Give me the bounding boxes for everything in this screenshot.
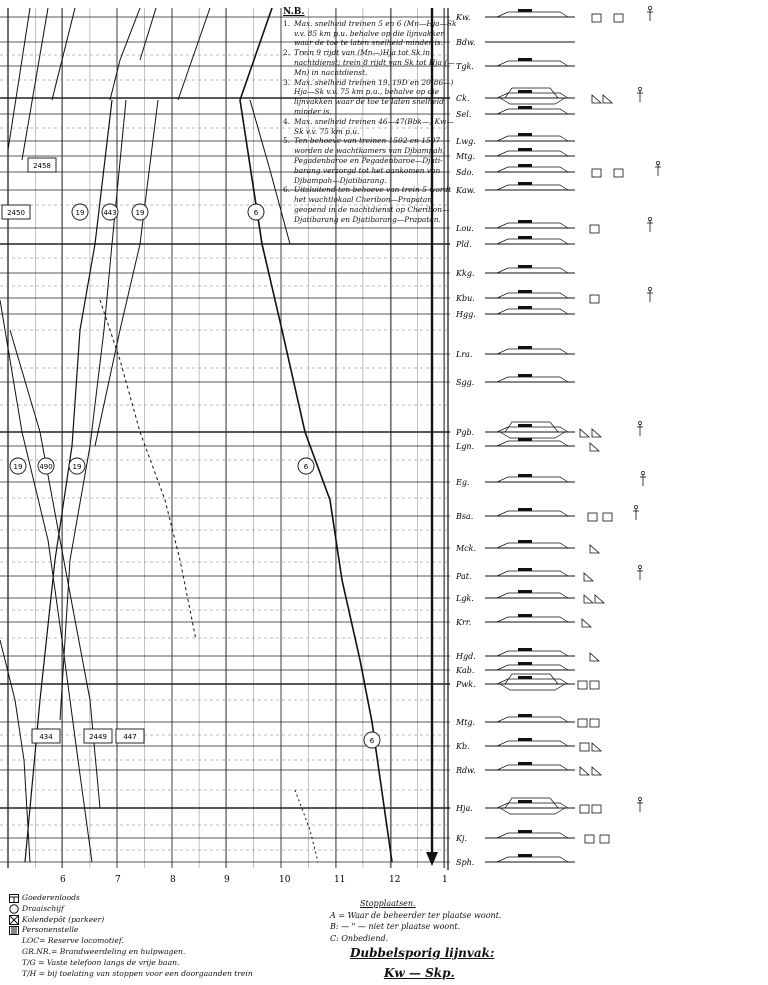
station-label: Hgg. [456, 310, 476, 319]
track-siding [497, 441, 568, 446]
station-label: Lgk. [456, 594, 474, 603]
train-path [8, 8, 30, 150]
platform-mark [518, 106, 532, 109]
track-siding [497, 665, 568, 670]
train-path [178, 8, 210, 100]
station-label: Pld. [456, 240, 472, 249]
train-number-label: 2458 [33, 162, 51, 170]
facility-square-icon [588, 513, 597, 521]
hour-label: 12 [389, 875, 401, 885]
facility-square-icon [590, 719, 599, 727]
facility-triangle-icon [580, 429, 589, 437]
station-label: Pwk. [456, 680, 476, 689]
track-siding [497, 593, 568, 598]
platform-mark [518, 265, 532, 268]
platform-mark [518, 424, 532, 427]
train-path [100, 300, 196, 640]
train-path [295, 790, 318, 862]
track-siding [497, 543, 568, 548]
facility-triangle-icon [590, 545, 599, 553]
track-siding [497, 167, 568, 172]
platform-mark [518, 738, 532, 741]
platform-mark [518, 676, 532, 679]
station-label: Pgb. [456, 428, 475, 437]
track-siding [497, 268, 568, 273]
platform-mark [518, 374, 532, 377]
train-number-label: 490 [39, 463, 53, 471]
note-item: 5. Ten behoeve van treinen 1502 en 1507 worden de wachtkamers van Djbampah, Pegadenbaroe en Pegadenbaroe—Djati-barang verzorgd tot het aankomen van Djbampah—Djatibarang. [283, 136, 445, 185]
diagram-title: Dubbelsporig lijnvak: [350, 946, 495, 960]
track-siding [497, 151, 568, 156]
track-siding [497, 741, 568, 746]
station-label: Sdo. [456, 168, 474, 177]
facility-square-icon [585, 835, 594, 843]
platform-mark [518, 182, 532, 185]
platform-mark [518, 90, 532, 93]
legend-row: T/G = Vaste telefoon langs de vrije baan. [22, 957, 180, 967]
track-siding [497, 833, 568, 838]
track-siding [497, 477, 568, 482]
facility-triangle-icon [592, 429, 601, 437]
stop-legend-item: A = Waar de beheerder ter plaatse woont. [330, 910, 502, 920]
track-siding [497, 12, 568, 17]
track-siding [497, 651, 568, 656]
stop-legend-item: C: Onbediend. [330, 933, 389, 943]
platform-mark [518, 762, 532, 765]
train-number-label: 6 [369, 737, 375, 745]
station-label: Rdw. [456, 766, 476, 775]
note-item: 2. Trein 9 rijdt van (Mn—)Hja tot Sk in nachtdienst; trein 8 rijdt van Sk tot Hja (—Mn) in nachtdienst. [283, 48, 455, 77]
facility-square-icon [590, 681, 599, 689]
facility-square-icon [578, 681, 587, 689]
legend-row: LOC= Reserve locomotief. [22, 936, 124, 946]
hour-label: 6 [60, 875, 66, 885]
platform-mark [518, 438, 532, 441]
hour-label: 9 [224, 875, 230, 885]
track-siding [497, 61, 568, 66]
diagram-subtitle: Kw — Skp. [384, 966, 455, 980]
station-label: Mtg. [456, 152, 476, 161]
station-label: Lwg. [456, 137, 476, 146]
note-item: 4. Max. snelheid treinen 46—47(Bbk—) Kw—Sk v.v. 75 km p.u. [283, 116, 454, 136]
station-label: Eg. [456, 478, 470, 487]
platform-mark [518, 714, 532, 717]
legend-row: T/H = bij toelating van stoppen voor een doorgaanden trein [22, 968, 253, 978]
station-label: Ck. [456, 94, 470, 103]
platform-mark [518, 830, 532, 833]
track-siding [500, 684, 565, 690]
facility-triangle-icon [592, 95, 601, 103]
notes-title: N.B. [283, 7, 305, 17]
track-siding [497, 293, 568, 298]
track-siding [497, 617, 568, 622]
station-label: Lou. [456, 224, 474, 233]
train-path [110, 8, 140, 100]
platform-mark [518, 648, 532, 651]
track-siding [500, 98, 565, 104]
facility-square-icon [590, 225, 599, 233]
platform-mark [518, 474, 532, 477]
track-siding [497, 309, 568, 314]
note-item: 6. Uitsluitend ten behoeve van trein 5 wordt het wachtlokaal Cheribon—Prapatan geopend in de nachtdienst op Cheribon—Djatibarang en Djatibarang—Prapatan. [283, 185, 452, 224]
train-number-label: 443 [103, 209, 117, 217]
stop-legend-item: B: — " — niet ter plaatse woont. [330, 922, 461, 931]
coal-depot-icon [8, 915, 19, 925]
track-siding [500, 808, 565, 814]
platform-mark [518, 164, 532, 167]
train-path [0, 640, 30, 862]
train-number-label: 19 [75, 209, 85, 217]
platform-mark [518, 58, 532, 61]
direction-arrow-icon [426, 852, 438, 866]
legend-row: GR.NR.= Brandweerdeling en hulpwagen. [22, 946, 186, 956]
track-siding [497, 349, 568, 354]
legend-row: Goederenloods [8, 893, 253, 904]
platform-mark [518, 236, 532, 239]
platform-mark [518, 614, 532, 617]
turntable-icon [8, 904, 19, 914]
station-label: Hgd. [456, 652, 476, 661]
station-label: Kaw. [456, 186, 476, 195]
hour-label: 11 [334, 875, 346, 885]
station-label: Pat. [456, 572, 472, 581]
facility-square-icon [592, 169, 601, 177]
platform-mark [518, 306, 532, 309]
track-siding [497, 857, 568, 862]
platform-icon [8, 926, 19, 936]
platform-mark [518, 662, 532, 665]
train-number-label: 6 [253, 209, 259, 217]
platform-mark [518, 800, 532, 803]
goods-shed-icon [8, 893, 19, 903]
track-siding [500, 432, 565, 438]
train-number-label: 2449 [89, 733, 107, 741]
track-siding [497, 109, 568, 114]
track-siding [497, 765, 568, 770]
station-label: Lra. [456, 350, 473, 359]
station-label: Mck. [456, 544, 477, 553]
platform-mark [518, 508, 532, 511]
station-label: Bsa. [456, 512, 474, 521]
platform-mark [518, 540, 532, 543]
train-number-label: 447 [123, 733, 137, 741]
station-label: Lgn. [456, 442, 475, 451]
platform-mark [518, 9, 532, 12]
facility-square-icon [580, 805, 589, 813]
facility-square-icon [580, 743, 589, 751]
hour-label: 1 [442, 875, 448, 885]
train-path [240, 8, 272, 100]
track-siding [497, 223, 568, 228]
facility-triangle-icon [580, 767, 589, 775]
hour-label: 7 [115, 875, 121, 885]
platform-mark [518, 568, 532, 571]
note-item: 1. Max. snelheid treinen 5 en 6 (Mn—Hja—Sk v.v. 85 km p.u. behalve op die lijnvakken waar de toe te laten snelheid minder is. [283, 18, 457, 48]
stop-legend-title: Stopplaatsen. [360, 899, 416, 908]
facility-square-icon [614, 169, 623, 177]
station-label: Tgk. [456, 62, 474, 71]
station-label: Kbu. [456, 294, 475, 303]
track-siding [497, 239, 568, 244]
station-label: Sph. [456, 858, 475, 867]
notes-panel [283, 8, 458, 225]
facility-triangle-icon [595, 595, 604, 603]
facility-triangle-icon [592, 767, 601, 775]
train-number-label: 434 [39, 733, 53, 741]
platform-mark [518, 148, 532, 151]
facility-square-icon [614, 14, 623, 22]
station-label: Bdw. [456, 38, 476, 47]
station-label: Kw. [456, 13, 471, 22]
train-number-label: 19 [13, 463, 23, 471]
station-label: Sel. [456, 110, 472, 119]
facility-triangle-icon [592, 743, 601, 751]
train-number-label: 19 [72, 463, 82, 471]
facility-triangle-icon [603, 95, 612, 103]
facility-square-icon [592, 805, 601, 813]
legend-row: Personenstelle [8, 925, 253, 936]
train-path [60, 100, 126, 720]
facility-triangle-icon [584, 573, 593, 581]
train-path [52, 8, 75, 100]
station-label: Sgg. [456, 378, 475, 387]
station-label: Kj. [456, 834, 467, 843]
track-siding [497, 136, 568, 141]
legend-row: Draaischijf [8, 904, 253, 915]
platform-mark [518, 133, 532, 136]
track-siding [497, 511, 568, 516]
stop-legend [330, 898, 501, 944]
facility-triangle-icon [584, 595, 593, 603]
station-label: Mtg. [456, 718, 476, 727]
legend [8, 893, 253, 979]
legend-row: Kolendepôt (parkeer) [8, 915, 253, 926]
station-label: Krr. [456, 618, 472, 627]
station-label: Kab. [456, 666, 475, 675]
platform-mark [518, 590, 532, 593]
platform-mark [518, 346, 532, 349]
platform-mark [518, 220, 532, 223]
station-label: Hja. [456, 804, 473, 813]
facility-triangle-icon [582, 619, 591, 627]
station-label: Kb. [456, 742, 470, 751]
note-item: 3. Max. snelheid treinen 19, 19D en 20(86—) Hja—Sk v.v. 75 km p.u., behalve op die lijnvakken waar de toe te laten snelheid minder is. [283, 77, 454, 116]
facility-square-icon [578, 719, 587, 727]
hour-label: 8 [170, 875, 176, 885]
train-number-label: 6 [303, 463, 309, 471]
track-siding [497, 717, 568, 722]
train-number-label: 2450 [7, 209, 25, 217]
train-number-label: 19 [135, 209, 145, 217]
platform-mark [518, 854, 532, 857]
track-siding [497, 377, 568, 382]
train-path [0, 300, 92, 862]
facility-triangle-icon [590, 443, 599, 451]
platform-mark [518, 290, 532, 293]
hour-label: 10 [279, 875, 291, 885]
facility-square-icon [600, 835, 609, 843]
track-siding [497, 185, 568, 190]
train-path [140, 8, 156, 60]
facility-square-icon [590, 295, 599, 303]
station-label: Kkg. [456, 269, 475, 278]
facility-square-icon [592, 14, 601, 22]
facility-square-icon [603, 513, 612, 521]
train-path [25, 100, 112, 862]
facility-triangle-icon [590, 653, 599, 661]
track-siding [497, 571, 568, 576]
